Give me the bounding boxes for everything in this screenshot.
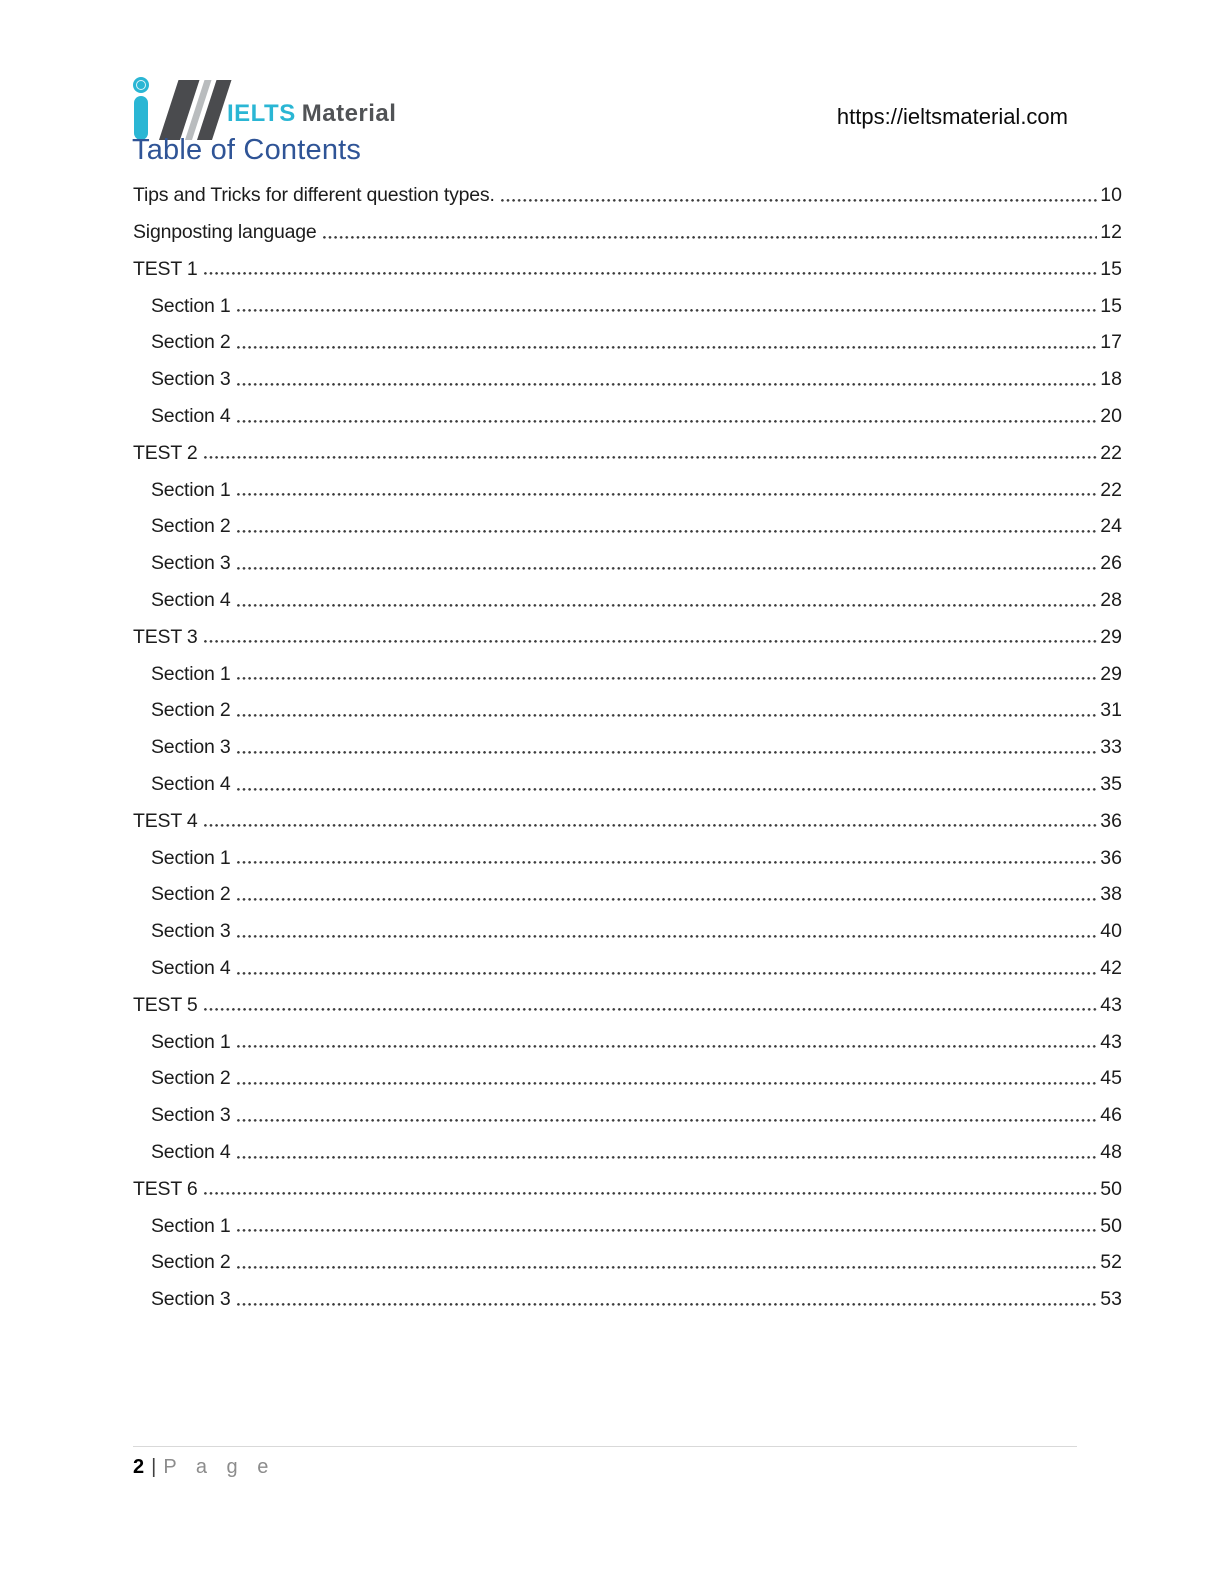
toc-entry[interactable] [133,1094,1122,1131]
toc-entry[interactable] [133,1241,1122,1278]
toc-page-number: 52 [1100,1251,1122,1274]
toc-page-number: 10 [1100,184,1122,207]
toc-entry-label: TEST 1 [133,257,198,280]
toc-entry-label: Tips and Tricks for different question types. [133,184,495,207]
toc-entry[interactable] [133,616,1122,653]
toc-entry[interactable] [133,763,1122,800]
toc-page-number: 29 [1100,662,1122,685]
toc-page-number: 42 [1100,957,1122,980]
toc-page-number: 26 [1100,552,1122,575]
toc-dot-leader [204,1008,1098,1011]
toc-page-number: 43 [1100,1030,1122,1053]
toc-entry[interactable] [133,1278,1122,1315]
toc-page-number: 24 [1100,515,1122,538]
toc-dot-leader [237,383,1098,386]
toc-entry[interactable] [133,984,1122,1021]
toc-entry[interactable] [133,395,1122,432]
toc-entry-label: Section 2 [151,1251,231,1274]
toc-dot-leader [237,788,1098,791]
toc-page-number: 18 [1100,368,1122,391]
logo-brand-secondary: Material [301,100,397,127]
ieltsmaterial-logo [133,74,396,140]
toc-entry-label: Section 4 [151,957,231,980]
toc-dot-leader [237,1266,1098,1269]
toc-entry[interactable] [133,836,1122,873]
toc-dot-leader [237,1156,1098,1159]
toc-dot-leader [237,1119,1098,1122]
toc-entry-label: Section 2 [151,699,231,722]
toc-entry-label: Section 3 [151,920,231,943]
toc-page-number: 46 [1100,1104,1122,1127]
toc-entry-label: Section 1 [151,1030,231,1053]
toc-entry-label: Section 3 [151,368,231,391]
toc-page-number: 17 [1100,331,1122,354]
toc-entry-label: Section 2 [151,883,231,906]
toc-entry-label: Section 4 [151,1141,231,1164]
site-url-link[interactable]: https://ieltsmaterial.com [836,104,1068,129]
toc-entry[interactable] [133,1204,1122,1241]
toc-dot-leader [237,567,1098,570]
toc-entry[interactable] [133,1131,1122,1168]
toc-entry[interactable] [133,432,1122,469]
toc-entry-label: TEST 3 [133,625,198,648]
toc-page-number: 53 [1100,1288,1122,1311]
toc-page-number: 31 [1100,699,1122,722]
toc-dot-leader [204,824,1098,827]
toc-page-number: 50 [1100,1177,1122,1200]
toc-page-number: 12 [1100,221,1122,244]
toc-entry[interactable] [133,211,1122,248]
toc-dot-leader [237,751,1098,754]
toc-page-number: 28 [1100,589,1122,612]
toc-dot-leader [204,1192,1098,1195]
toc-page-number: 38 [1100,883,1122,906]
toc-page-number: 48 [1100,1141,1122,1164]
toc-entry[interactable] [133,284,1122,321]
footer-page-number: 2 [133,1456,145,1478]
toc-page-number: 15 [1100,294,1122,317]
toc-entry[interactable] [133,1168,1122,1205]
toc-dot-leader [237,604,1098,607]
toc-entry[interactable] [133,1057,1122,1094]
toc-dot-leader [237,972,1098,975]
toc-entry[interactable] [133,910,1122,947]
toc-dot-leader [237,898,1098,901]
toc-entry[interactable] [133,468,1122,505]
toc-dot-leader [237,1045,1098,1048]
toc-page-number: 33 [1100,736,1122,759]
toc-page-number: 22 [1100,478,1122,501]
toc-entry[interactable] [133,542,1122,579]
toc-entry-label: Section 4 [151,773,231,796]
toc-page-number: 15 [1100,257,1122,280]
toc-entry-label: Section 1 [151,478,231,501]
toc-dot-leader [237,1082,1098,1085]
toc-entry-label: Section 3 [151,1288,231,1311]
logo-mark [133,74,212,140]
toc-dot-leader [237,530,1098,533]
toc-dot-leader [237,493,1098,496]
toc-dot-leader [204,272,1098,275]
toc-entry-label: Section 1 [151,1214,231,1237]
toc-entry-label: Section 1 [151,846,231,869]
toc-page-number: 20 [1100,405,1122,428]
page-footer [133,1446,1122,1479]
toc-page-number: 40 [1100,920,1122,943]
toc-dot-leader [237,677,1098,680]
toc-entry-label: Section 1 [151,662,231,685]
toc-list [133,174,1122,1315]
toc-entry-label: Section 3 [151,552,231,575]
toc-entry-label: TEST 4 [133,809,198,832]
toc-dot-leader [323,236,1098,239]
toc-dot-leader [237,861,1098,864]
toc-entry-label: Section 2 [151,1067,231,1090]
toc-dot-leader [237,714,1098,717]
toc-page-number: 35 [1100,773,1122,796]
toc-entry[interactable] [133,1020,1122,1057]
toc-entry[interactable] [133,321,1122,358]
toc-dot-leader [204,640,1098,643]
toc-entry[interactable] [133,174,1122,211]
toc-entry-label: Section 2 [151,331,231,354]
toc-dot-leader [237,309,1098,312]
logo-brand-primary: IELTS [227,100,296,127]
toc-entry[interactable] [133,726,1122,763]
toc-page-number: 43 [1100,993,1122,1016]
toc-entry[interactable] [133,873,1122,910]
toc-dot-leader [501,199,1098,202]
toc-entry-label: Section 4 [151,405,231,428]
toc-dot-leader [237,1303,1098,1306]
footer-separator: | [151,1456,157,1478]
toc-entry[interactable] [133,505,1122,542]
footer-page-word: P a g e [163,1456,276,1478]
toc-entry-label: Section 1 [151,294,231,317]
toc-page-number: 36 [1100,846,1122,869]
toc-dot-leader [237,935,1098,938]
toc-page-number: 36 [1100,809,1122,832]
toc-page-number: 50 [1100,1214,1122,1237]
toc-entry-label: TEST 6 [133,1177,198,1200]
toc-page-number: 45 [1100,1067,1122,1090]
toc-entry[interactable] [133,652,1122,689]
footer-page-label [133,1456,1122,1479]
toc-dot-leader [204,456,1098,459]
toc-entry[interactable] [133,800,1122,837]
toc-entry[interactable] [133,248,1122,285]
toc-entry-label: Section 2 [151,515,231,538]
toc-entry-label: Signposting language [133,221,317,244]
toc-dot-leader [237,1229,1098,1232]
globe-icon [133,77,149,93]
toc-entry[interactable] [133,947,1122,984]
toc-entry[interactable] [133,579,1122,616]
toc-entry-label: Section 4 [151,589,231,612]
toc-entry-label: TEST 5 [133,993,198,1016]
toc-entry-label: Section 3 [151,1104,231,1127]
logo-letter-i [133,77,149,140]
toc-page-number: 22 [1100,441,1122,464]
page-title: Table of Contents [132,134,362,166]
toc-entry-label: Section 3 [151,736,231,759]
toc-entry-label: TEST 2 [133,441,198,464]
toc-page-number: 29 [1100,625,1122,648]
toc-entry[interactable] [133,689,1122,726]
toc-dot-leader [237,420,1098,423]
toc-entry[interactable] [133,358,1122,395]
toc-dot-leader [237,346,1098,349]
logo-slashes [159,80,231,140]
footer-divider [133,1446,1077,1447]
